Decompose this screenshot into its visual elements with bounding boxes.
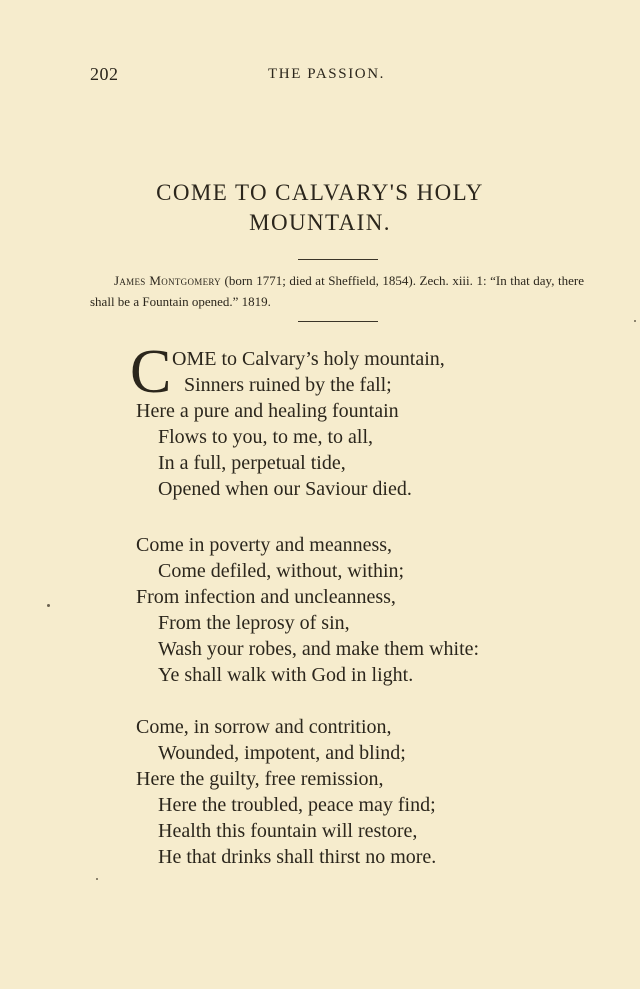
paper-speck [634, 320, 636, 322]
verse-line: From the leprosy of sin, [158, 612, 350, 634]
verse-line: Ye shall walk with God in light. [158, 664, 414, 686]
paper-speck [96, 878, 98, 880]
drop-cap: C [130, 338, 172, 406]
verse-line: Wash your robes, and make them white: [158, 638, 480, 660]
verse-line: Come, in sorrow and contrition, [136, 716, 392, 738]
hymn-title: COME TO CALVARY'S HOLY MOUNTAIN. [156, 180, 484, 235]
attribution-details: (born 1771; died at Sheffield, 1854). Zech. xiii. 1: “In that day, there shall be a Fountain opened.” 1819. [90, 273, 584, 309]
attribution [90, 270, 584, 312]
verse-line: Flows to you, to me, to all, [158, 426, 373, 448]
stanza-2 [136, 532, 576, 688]
verse-line [136, 372, 576, 398]
verse-line: Health this fountain will restore, [158, 820, 418, 842]
verse-line: Here the guilty, free remission, [136, 768, 384, 790]
stanza-1 [130, 338, 576, 502]
verse-line: Come in poverty and meanness, [136, 534, 393, 556]
author-name: James Montgomery [114, 273, 221, 288]
verse-line: Here the troubled, peace may find; [158, 794, 436, 816]
running-title: THE PASSION. [268, 66, 386, 82]
verse-line-text: OME to Calvary’s holy mountain, [172, 348, 445, 370]
verse-line: Wounded, impotent, and blind; [158, 742, 406, 764]
running-head [0, 64, 640, 86]
verse-line: From infection and uncleanness, [136, 586, 396, 608]
verse-line: He that drinks shall thirst no more. [158, 846, 437, 868]
verse-line-text: Sinners ruined by the fall; [184, 374, 392, 396]
paper-speck [47, 604, 50, 607]
verse-line: Here a pure and healing fountain [136, 400, 399, 422]
verse-line: Opened when our Saviour died. [158, 478, 412, 500]
divider-rule-top [298, 259, 378, 260]
stanza-3 [136, 714, 576, 870]
divider-rule-bottom [298, 321, 378, 322]
page-number: 202 [90, 64, 119, 84]
verse-line: Come defiled, without, within; [158, 560, 405, 582]
verse-line: In a full, perpetual tide, [158, 452, 346, 474]
